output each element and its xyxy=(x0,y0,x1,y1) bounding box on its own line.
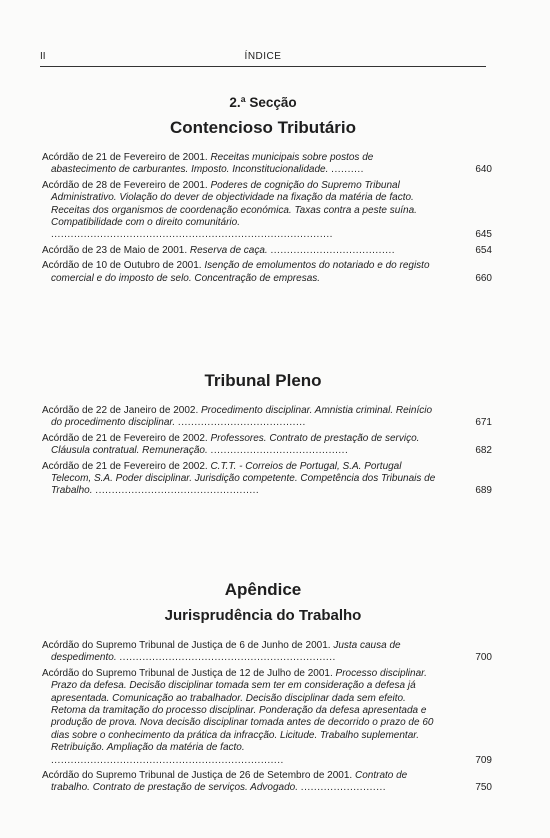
toc-entry-text xyxy=(42,245,436,257)
toc-leader-dots: ....................................................................... xyxy=(51,754,284,766)
toc-list-apendice xyxy=(42,640,492,798)
toc-entry xyxy=(42,461,492,498)
toc-page-number: 750 xyxy=(475,782,492,794)
toc-entry-description: Isenção de emolumentos do notariado e do registo comercial e do imposto de selo. Concentração de empresas. xyxy=(51,260,430,284)
toc-entry-description: C.T.T. - Correios de Portugal, S.A. Portugal Telecom, S.A. Poder disciplinar. Jurisdição competente. Competência dos Tribunais de Trabalho. xyxy=(51,460,436,497)
toc-entry-text xyxy=(42,180,436,242)
toc-entry-date: Acórdão de 23 de Maio de 2001. xyxy=(42,244,188,256)
toc-entry-description: Processo disciplinar. Prazo da defesa. Decisão disciplinar tomada sem ter em consideração a defesa já apresentada. Comunicação ao trabalhador. Decisão disciplinar dada sem efeito. Retoma da tramitação do processo disciplinar. Ponderação da defesa apresentada e produção de prova. Nova decisão disciplinar tomada antes de decorrido o prazo de 60 dias sobre o conhecimento da prática da infracção. Licitude. Trabalho suplementar. Retribuição. Ampliação da matéria de facto. xyxy=(51,667,434,754)
toc-page-number: 660 xyxy=(475,272,492,284)
toc-entry-text xyxy=(42,433,436,458)
toc-entry-description: Justa causa de despedimento. xyxy=(51,640,401,664)
toc-entry-date: Acórdão do Supremo Tribunal de Justiça de 26 de Setembro de 2001. xyxy=(42,770,353,782)
toc-entry-description: Contrato de trabalho. Contrato de prestação de serviços. Advogado. xyxy=(51,770,408,794)
toc-page-number: 700 xyxy=(475,652,492,664)
toc-leader-dots: .......................................... xyxy=(210,445,349,457)
running-header xyxy=(40,50,486,67)
toc-leader-dots: .................................................. xyxy=(95,485,260,497)
toc-entry-date: Acórdão do Supremo Tribunal de Justiça de 6 de Junho de 2001. xyxy=(42,640,331,651)
toc-page-number: 654 xyxy=(475,244,492,256)
toc-entry xyxy=(42,405,492,430)
toc-list-contencioso xyxy=(42,152,492,288)
toc-entry-date: Acórdão de 21 de Fevereiro de 2001. xyxy=(42,152,208,163)
toc-entry-description: Procedimento disciplinar. Amnistia criminal. Reinício do procedimento disciplinar. xyxy=(51,405,433,429)
toc-entry-text xyxy=(42,668,436,767)
toc-entry-date: Acórdão de 28 de Fevereiro de 2001. xyxy=(42,179,208,191)
toc-page-number: 689 xyxy=(475,485,492,497)
toc-entry-text xyxy=(42,640,436,665)
toc-entry-date: Acórdão de 22 de Janeiro de 2002. xyxy=(42,405,199,416)
toc-entry xyxy=(42,152,492,177)
toc-page-number: 682 xyxy=(475,445,492,457)
toc-entry-description: Reserva de caça. xyxy=(189,244,268,256)
toc-page-number: 645 xyxy=(475,229,492,241)
toc-list-tribunal-pleno xyxy=(42,405,492,501)
toc-entry xyxy=(42,640,492,665)
section-title-apendice: Apêndice xyxy=(224,580,302,599)
toc-entry xyxy=(42,245,492,257)
toc-entry-date: Acórdão de 10 de Outubro de 2001. xyxy=(42,260,202,272)
toc-entry-text xyxy=(42,461,436,498)
header-title: ÍNDICE xyxy=(244,51,282,62)
header-page-number: II xyxy=(40,51,46,62)
toc-page-number: 640 xyxy=(475,164,492,176)
section-title-contencioso: Contencioso Tributário xyxy=(169,118,357,137)
toc-leader-dots: .......................... xyxy=(300,782,387,794)
toc-entry-description: Professores. Contrato de prestação de serviço. Cláusula contratual. Remuneração. xyxy=(51,432,420,457)
toc-page-number: 671 xyxy=(475,417,492,429)
toc-entry xyxy=(42,668,492,767)
toc-entry xyxy=(42,180,492,242)
toc-entry-text xyxy=(42,405,436,430)
toc-leader-dots: .......... xyxy=(331,164,364,176)
toc-entry-text xyxy=(42,152,436,177)
toc-page-number: 709 xyxy=(475,754,492,766)
toc-entry-text xyxy=(42,770,436,795)
toc-entry-description: Poderes de cognição do Supremo Tribunal Administrativo. Violação do dever de objectividade na fixação da matéria de facto. Receitas dos organismos de coordenação económica. Taxas contra a peste suína. Compatibilidade com o direito comunitário. xyxy=(51,179,417,229)
toc-entry-date: Acórdão de 21 de Fevereiro de 2002. xyxy=(42,460,208,472)
toc-entry-date: Acórdão de 21 de Fevereiro de 2002. xyxy=(42,432,208,444)
toc-leader-dots: ...................................... xyxy=(270,244,396,256)
section-subtitle-jurisprudencia: Jurisprudência do Trabalho xyxy=(164,607,362,624)
toc-leader-dots: .................................................................. xyxy=(119,652,336,664)
toc-entry xyxy=(42,260,492,285)
toc-entry-description: Receitas municipais sobre postos de abastecimento de carburantes. Imposto. Inconstitucionalidade. xyxy=(51,152,374,176)
toc-leader-dots: ...................................................................................... xyxy=(51,229,333,241)
toc-entry-text xyxy=(42,260,436,285)
toc-leader-dots: ....................................... xyxy=(177,417,306,429)
toc-entry xyxy=(42,433,492,458)
toc-entry xyxy=(42,770,492,795)
section-title-tribunal-pleno: Tribunal Pleno xyxy=(204,371,322,390)
toc-entry-date: Acórdão do Supremo Tribunal de Justiça de 12 de Julho de 2001. xyxy=(42,667,333,679)
section-number: 2.ª Secção xyxy=(229,95,297,110)
